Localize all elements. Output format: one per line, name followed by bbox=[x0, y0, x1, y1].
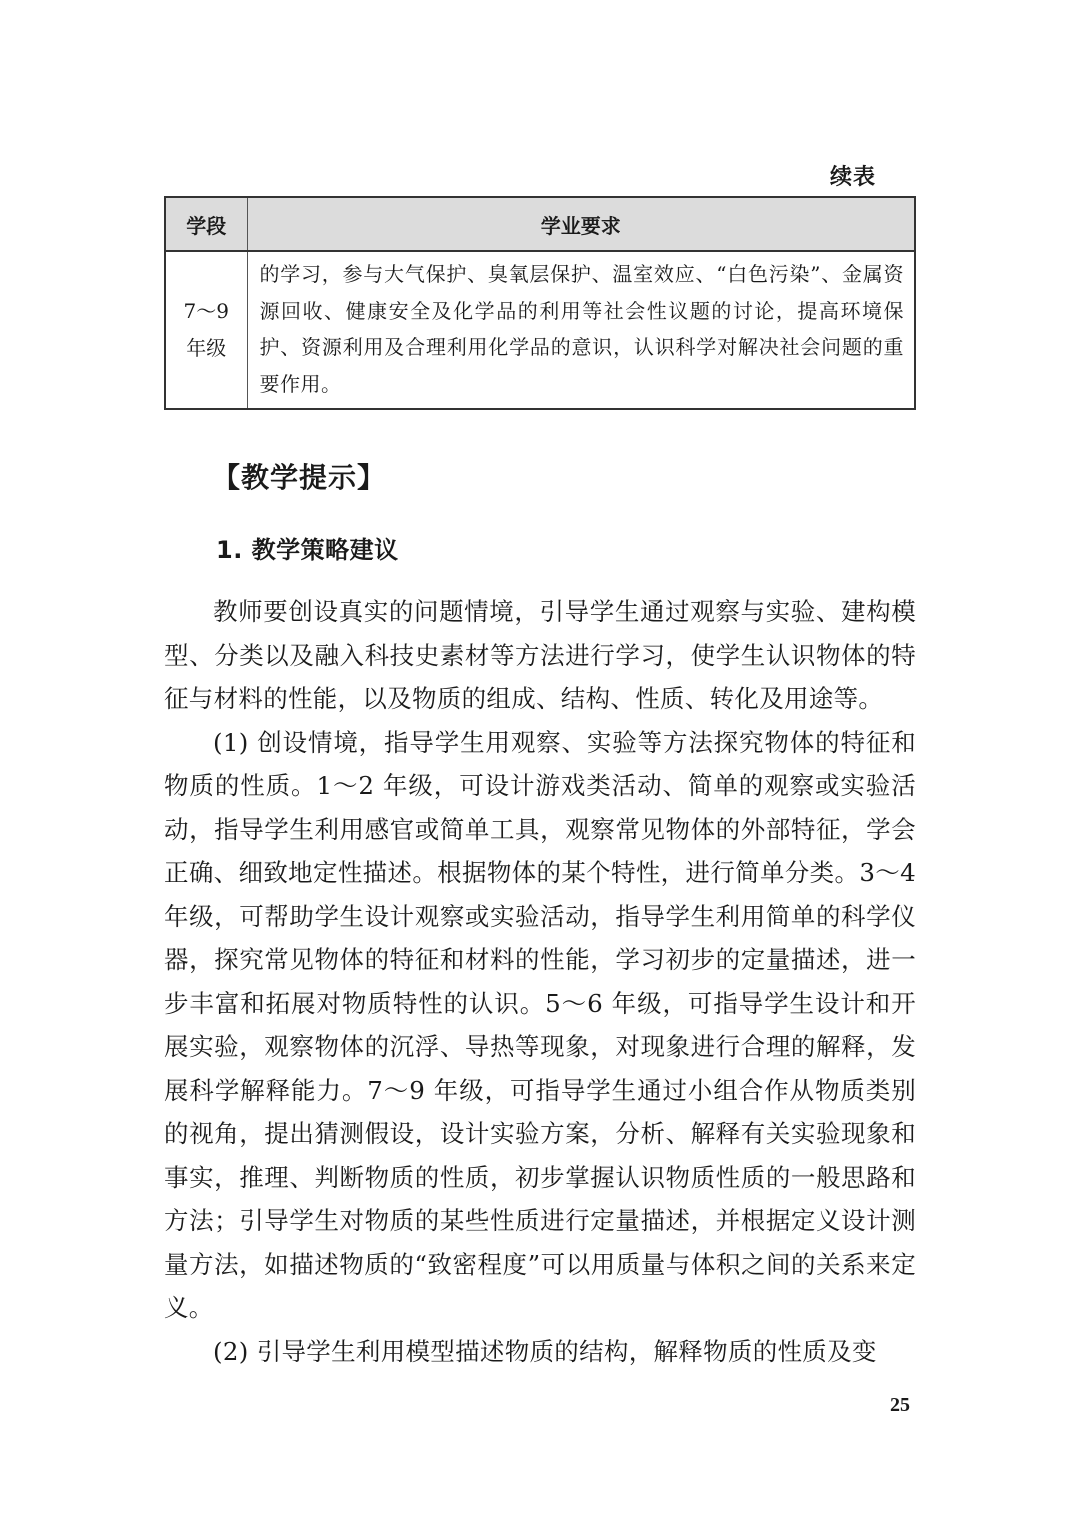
stage-range: 7～9 bbox=[183, 299, 229, 323]
body-text bbox=[164, 590, 916, 1373]
subsection-heading: 1. 教学策略建议 bbox=[216, 536, 399, 564]
table-header-row bbox=[165, 197, 915, 251]
paragraph-intro: 教师要创设真实的问题情境，引导学生通过观察与实验、建构模型、分类以及融入科技史素材等方法进行学习，使学生认识物体的特征与材料的性能，以及物质的组成、结构、性质、转化及用途等。 bbox=[164, 597, 916, 713]
continued-table-label: 续表 bbox=[829, 165, 876, 190]
requirement-cell: 的学习，参与大气保护、臭氧层保护、温室效应、“白色污染”、金属资源回收、健康安全及化学品的利用等社会性议题的讨论，提高环境保护、资源利用及合理利用化学品的意识，认识科学对解决社会问题的重要作用。 bbox=[247, 251, 915, 409]
page-number: 25 bbox=[890, 1394, 910, 1416]
section-heading: 【教学提示】 bbox=[212, 461, 387, 494]
stage-cell bbox=[165, 251, 247, 409]
header-stage: 学段 bbox=[165, 197, 247, 251]
paragraph-item-1: (1) 创设情境，指导学生用观察、实验等方法探究物体的特征和物质的性质。1～2 年级，可设计游戏类活动、简单的观察或实验活动，指导学生利用感官或简单工具，观察常见物体的外部特征，学会正确、细致地定性描述。根据物体的某个特性，进行简单分类。3～4 年级，可帮助学生设计观察或实验活动，指导学生利用简单的科学仪器，探究常见物体的特征和材料的性能，学习初步的定量描述，进一步丰富和拓展对物质特性的认识。5～6 年级，可指导学生设计和开展实验，观察物体的沉浮、导热等现象，对现象进行合理的解释，发展科学解释能力。7～9 年级，可指导学生通过小组合作从物质类别的视角，提出猜测假设，设计实验方案，分析、解释有关实验现象和事实，推理、判断物质的性质，初步掌握认识物质性质的一般思路和方法；引导学生对物质的某些性质进行定量描述，并根据定义设计测量方法，如描述物质的“致密程度”可以用质量与体积之间的关系来定义。 bbox=[164, 727, 916, 1322]
paragraph-item-2: (2) 引导学生利用模型描述物质的结构，解释物质的性质及变 bbox=[213, 1336, 877, 1366]
header-requirement: 学业要求 bbox=[247, 197, 915, 251]
table-row bbox=[165, 251, 915, 409]
stage-grade-label: 年级 bbox=[186, 336, 227, 360]
academic-requirements-table bbox=[164, 196, 916, 410]
